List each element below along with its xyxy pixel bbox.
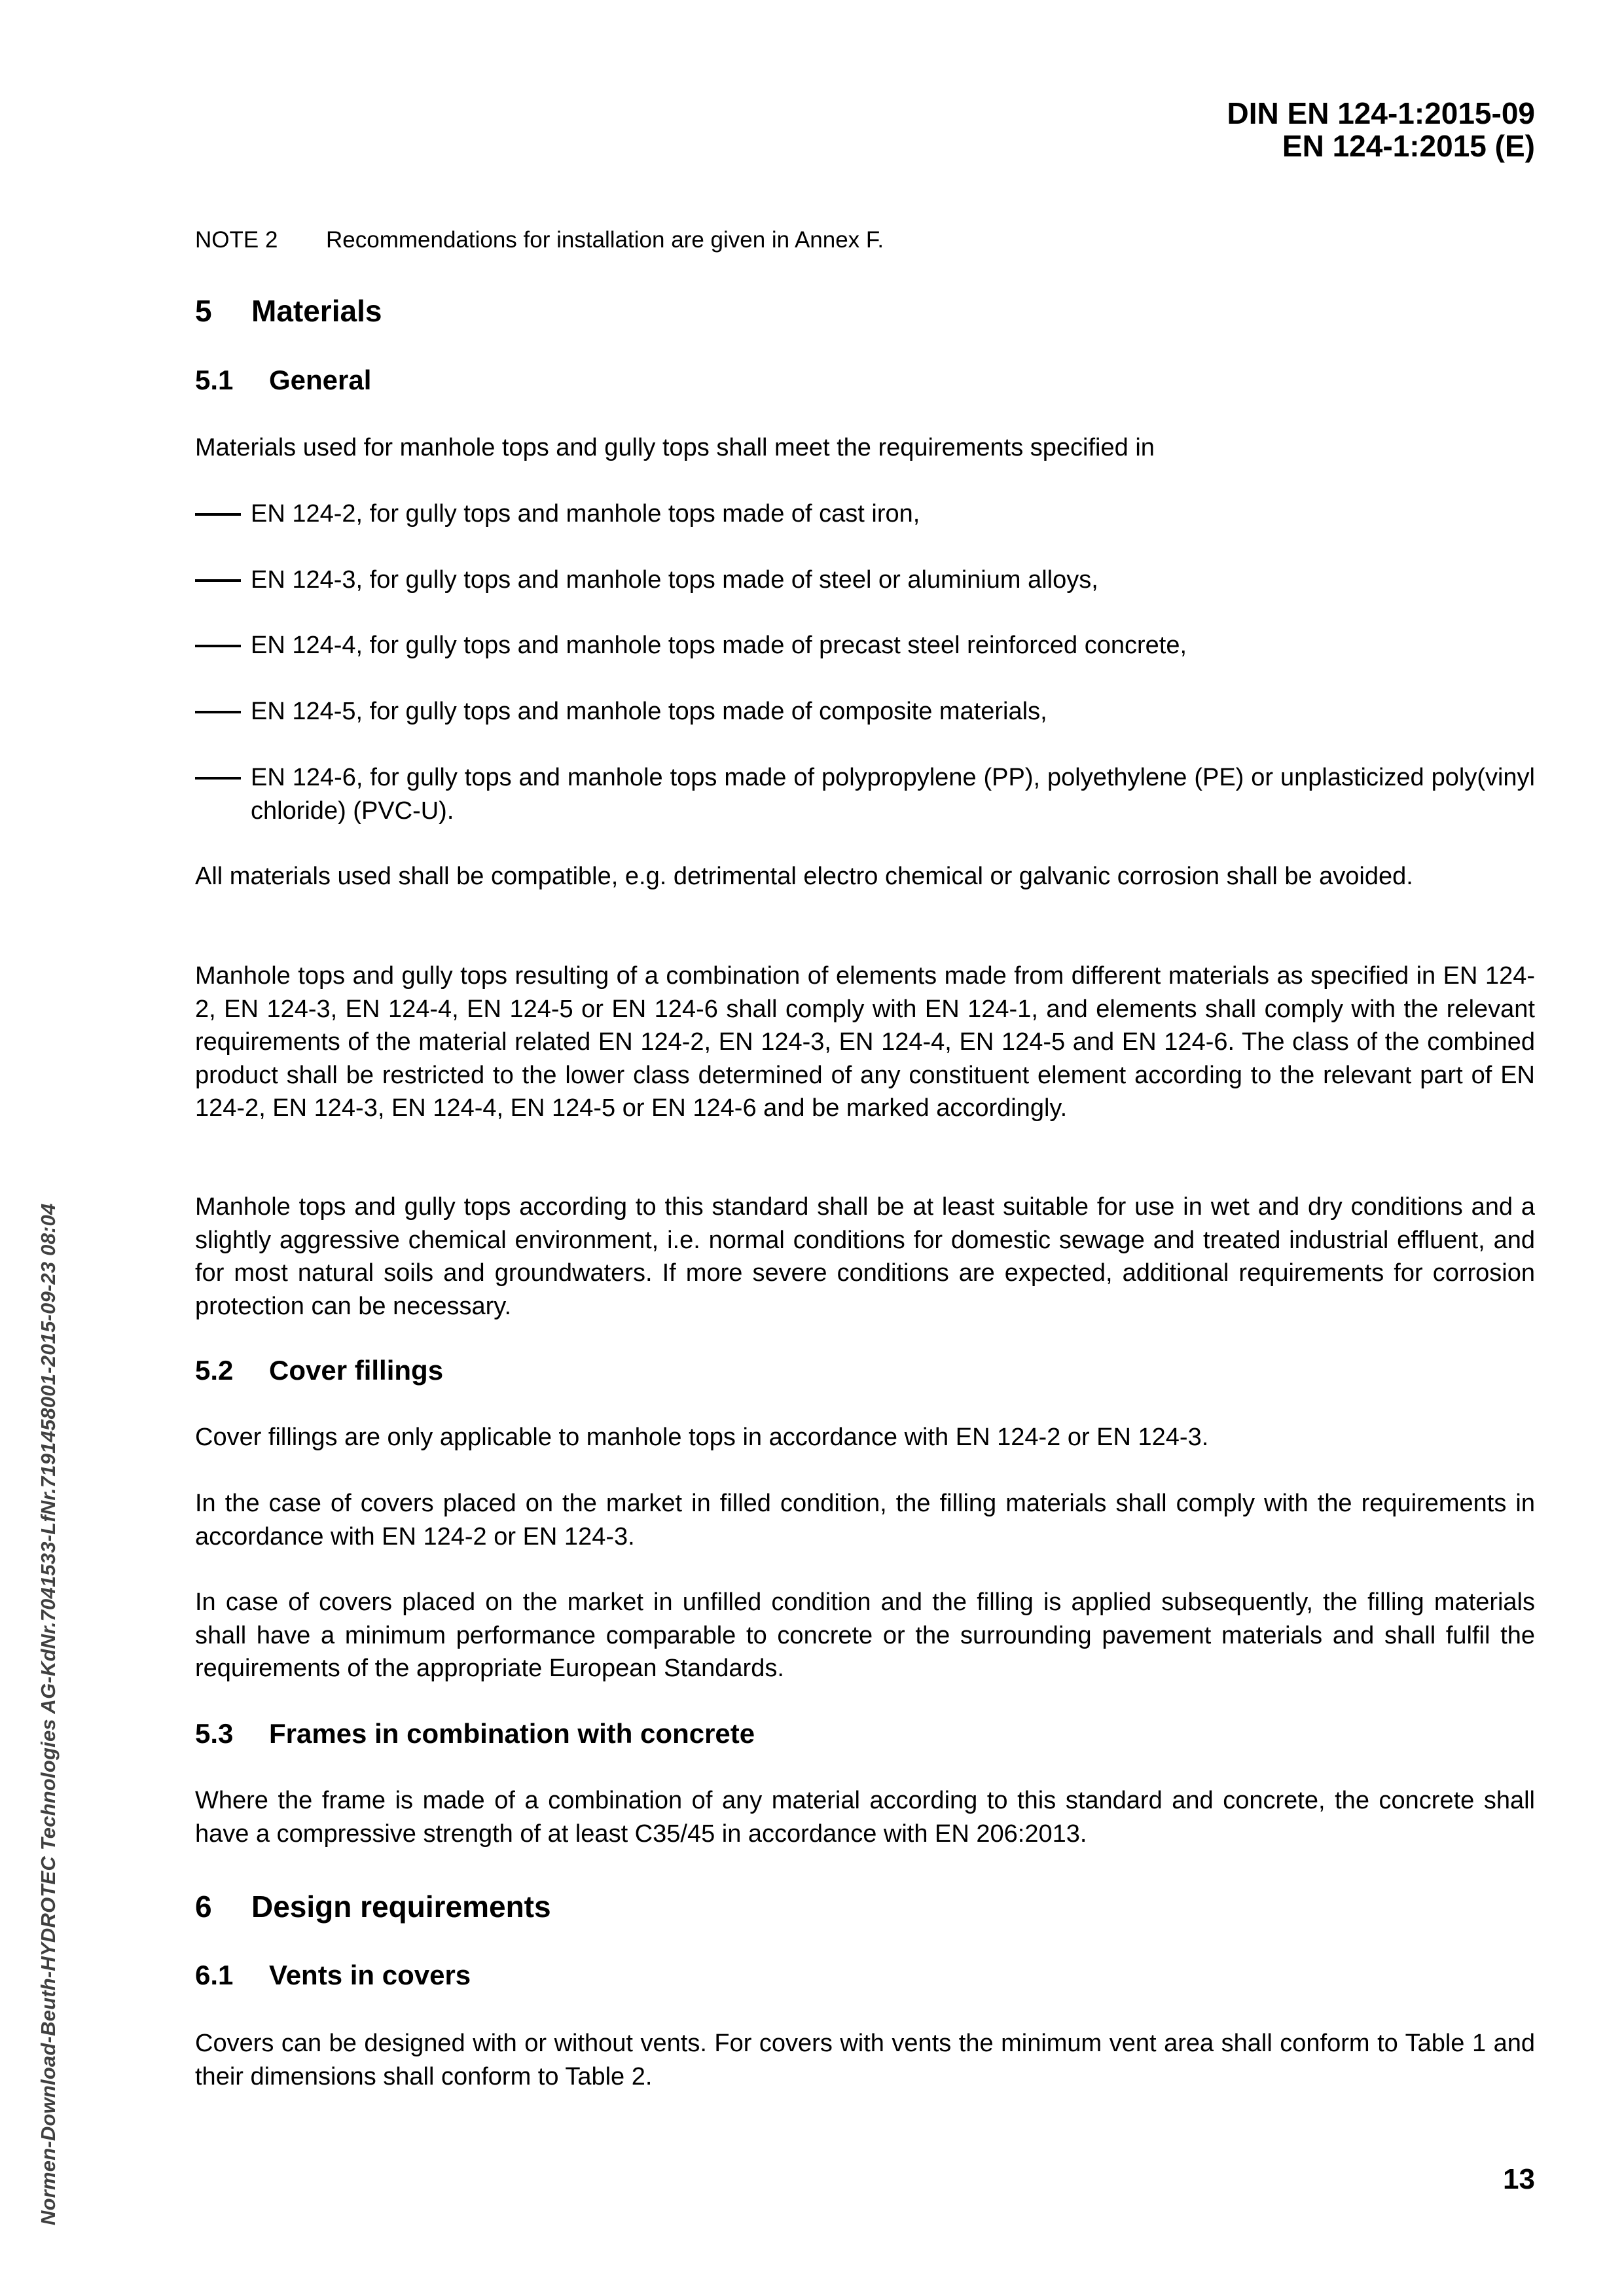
heading-section-6-1 [195, 1959, 471, 1992]
download-watermark [34, 1203, 64, 2225]
document-header [1227, 97, 1535, 162]
section-number: 6.1 [195, 1960, 234, 1990]
section-title: Materials [251, 294, 382, 328]
note-text: Recommendations for installation are given in Annex F. [326, 227, 884, 253]
header-en-designation: EN 124-1:2015 (E) [1282, 129, 1535, 163]
list-item-text: EN 124-3, for gully tops and manhole tops made of steel or aluminium alloys, [251, 566, 1098, 594]
heading-section-6 [195, 1889, 551, 1924]
header-din-designation: DIN EN 124-1:2015-09 [1227, 96, 1535, 130]
section-title: Cover fillings [269, 1355, 444, 1386]
page-number: 13 [1503, 2163, 1535, 2195]
list-item [195, 564, 1535, 597]
list-item-text: EN 124-2, for gully tops and manhole tops made of cast iron, [251, 500, 920, 528]
paragraph-compatibility: All materials used shall be compatible, e.g. detrimental electro chemical or galvanic corrosion shall be avoided. [195, 863, 1413, 890]
heading-section-5 [195, 293, 382, 329]
em-dash-bullet-icon [195, 711, 241, 713]
note-label: NOTE 2 [195, 227, 278, 253]
section-title: Frames in combination with concrete [269, 1718, 755, 1749]
list-item-text: EN 124-5, for gully tops and manhole tops made of composite materials, [251, 698, 1047, 725]
section-number: 5.2 [195, 1355, 234, 1386]
list-item [195, 761, 1535, 827]
paragraph-filled-condition: In the case of covers placed on the market in filled condition, the filling materials shall comply with the requirements in accordance with EN 124-2 or EN 124-3. [195, 1490, 1535, 1551]
section-number: 6 [195, 1890, 212, 1924]
em-dash-bullet-icon [195, 513, 241, 516]
list-item [195, 497, 1535, 531]
paragraph-frames-concrete: Where the frame is made of a combination of any material according to this standard and concrete, the concrete shall have a compressive strength of at least C35/45 in accordance with EN 206:2013. [195, 1787, 1535, 1848]
em-dash-bullet-icon [195, 579, 241, 582]
section-title: Vents in covers [269, 1960, 471, 1990]
heading-section-5-2 [195, 1354, 443, 1387]
section-title: General [269, 365, 372, 395]
list-item [195, 695, 1535, 728]
paragraph-vents: Covers can be designed with or without vents. For covers with vents the minimum vent area shall conform to Table 1 and their dimensions shall conform to Table 2. [195, 2030, 1535, 2090]
paragraph-combination: Manhole tops and gully tops resulting of a combination of elements made from different materials as specified in EN 124-2, EN 124-3, EN 124-4, EN 124-5 or EN 124-6 shall comply with EN 124-1, and elements shall comply with the relevant requirements of the material related EN 124-2, EN 124-3, EN 124-4, EN 124-5 and EN 124-6. The class of the combined product shall be restricted to the lower class determined of any constituent element according to the relevant part of EN 124-2, EN 124-3, EN 124-4, EN 124-5 or EN 124-6 and be marked accordingly. [195, 962, 1535, 1122]
watermark-text: Normen-Download-Beuth-HYDROTEC Technologies AG-KdNr.7041533-LfNr.7191458001-2015-09-23 08:04 [37, 1203, 60, 2225]
heading-section-5-3 [195, 1717, 755, 1750]
paragraph-cover-fillings-applicability: Cover fillings are only applicable to manhole tops in accordance with EN 124-2 or EN 124-3. [195, 1424, 1209, 1451]
paragraph-unfilled-condition: In case of covers placed on the market in unfilled condition and the filling is applied subsequently, the filling materials shall have a minimum performance comparable to concrete or the surrounding pavement materials and shall fulfil the requirements of the appropriate European Standards. [195, 1588, 1535, 1682]
note-2 [195, 224, 884, 257]
heading-section-5-1 [195, 364, 371, 397]
section-number: 5.1 [195, 365, 234, 395]
em-dash-bullet-icon [195, 645, 241, 647]
list-item [195, 629, 1535, 662]
section-number: 5.3 [195, 1718, 234, 1749]
paragraph-5-1-intro: Materials used for manhole tops and gully tops shall meet the requirements specified in [195, 434, 1155, 461]
em-dash-bullet-icon [195, 777, 241, 780]
paragraph-conditions: Manhole tops and gully tops according to this standard shall be at least suitable for use in wet and dry conditions and a slightly aggressive chemical environment, i.e. normal conditions for domestic sewage and treated industrial effluent, and for most natural soils and groundwaters. If more severe conditions are expected, additional requirements for corrosion protection can be necessary. [195, 1193, 1535, 1320]
list-item-text: EN 124-6, for gully tops and manhole tops made of polypropylene (PP), polyethylene (PE) or unplasticized poly(vinyl chloride) (PVC-U). [251, 764, 1535, 825]
section-number: 5 [195, 294, 212, 328]
section-title: Design requirements [251, 1890, 551, 1924]
list-item-text: EN 124-4, for gully tops and manhole tops made of precast steel reinforced concrete, [251, 632, 1187, 659]
